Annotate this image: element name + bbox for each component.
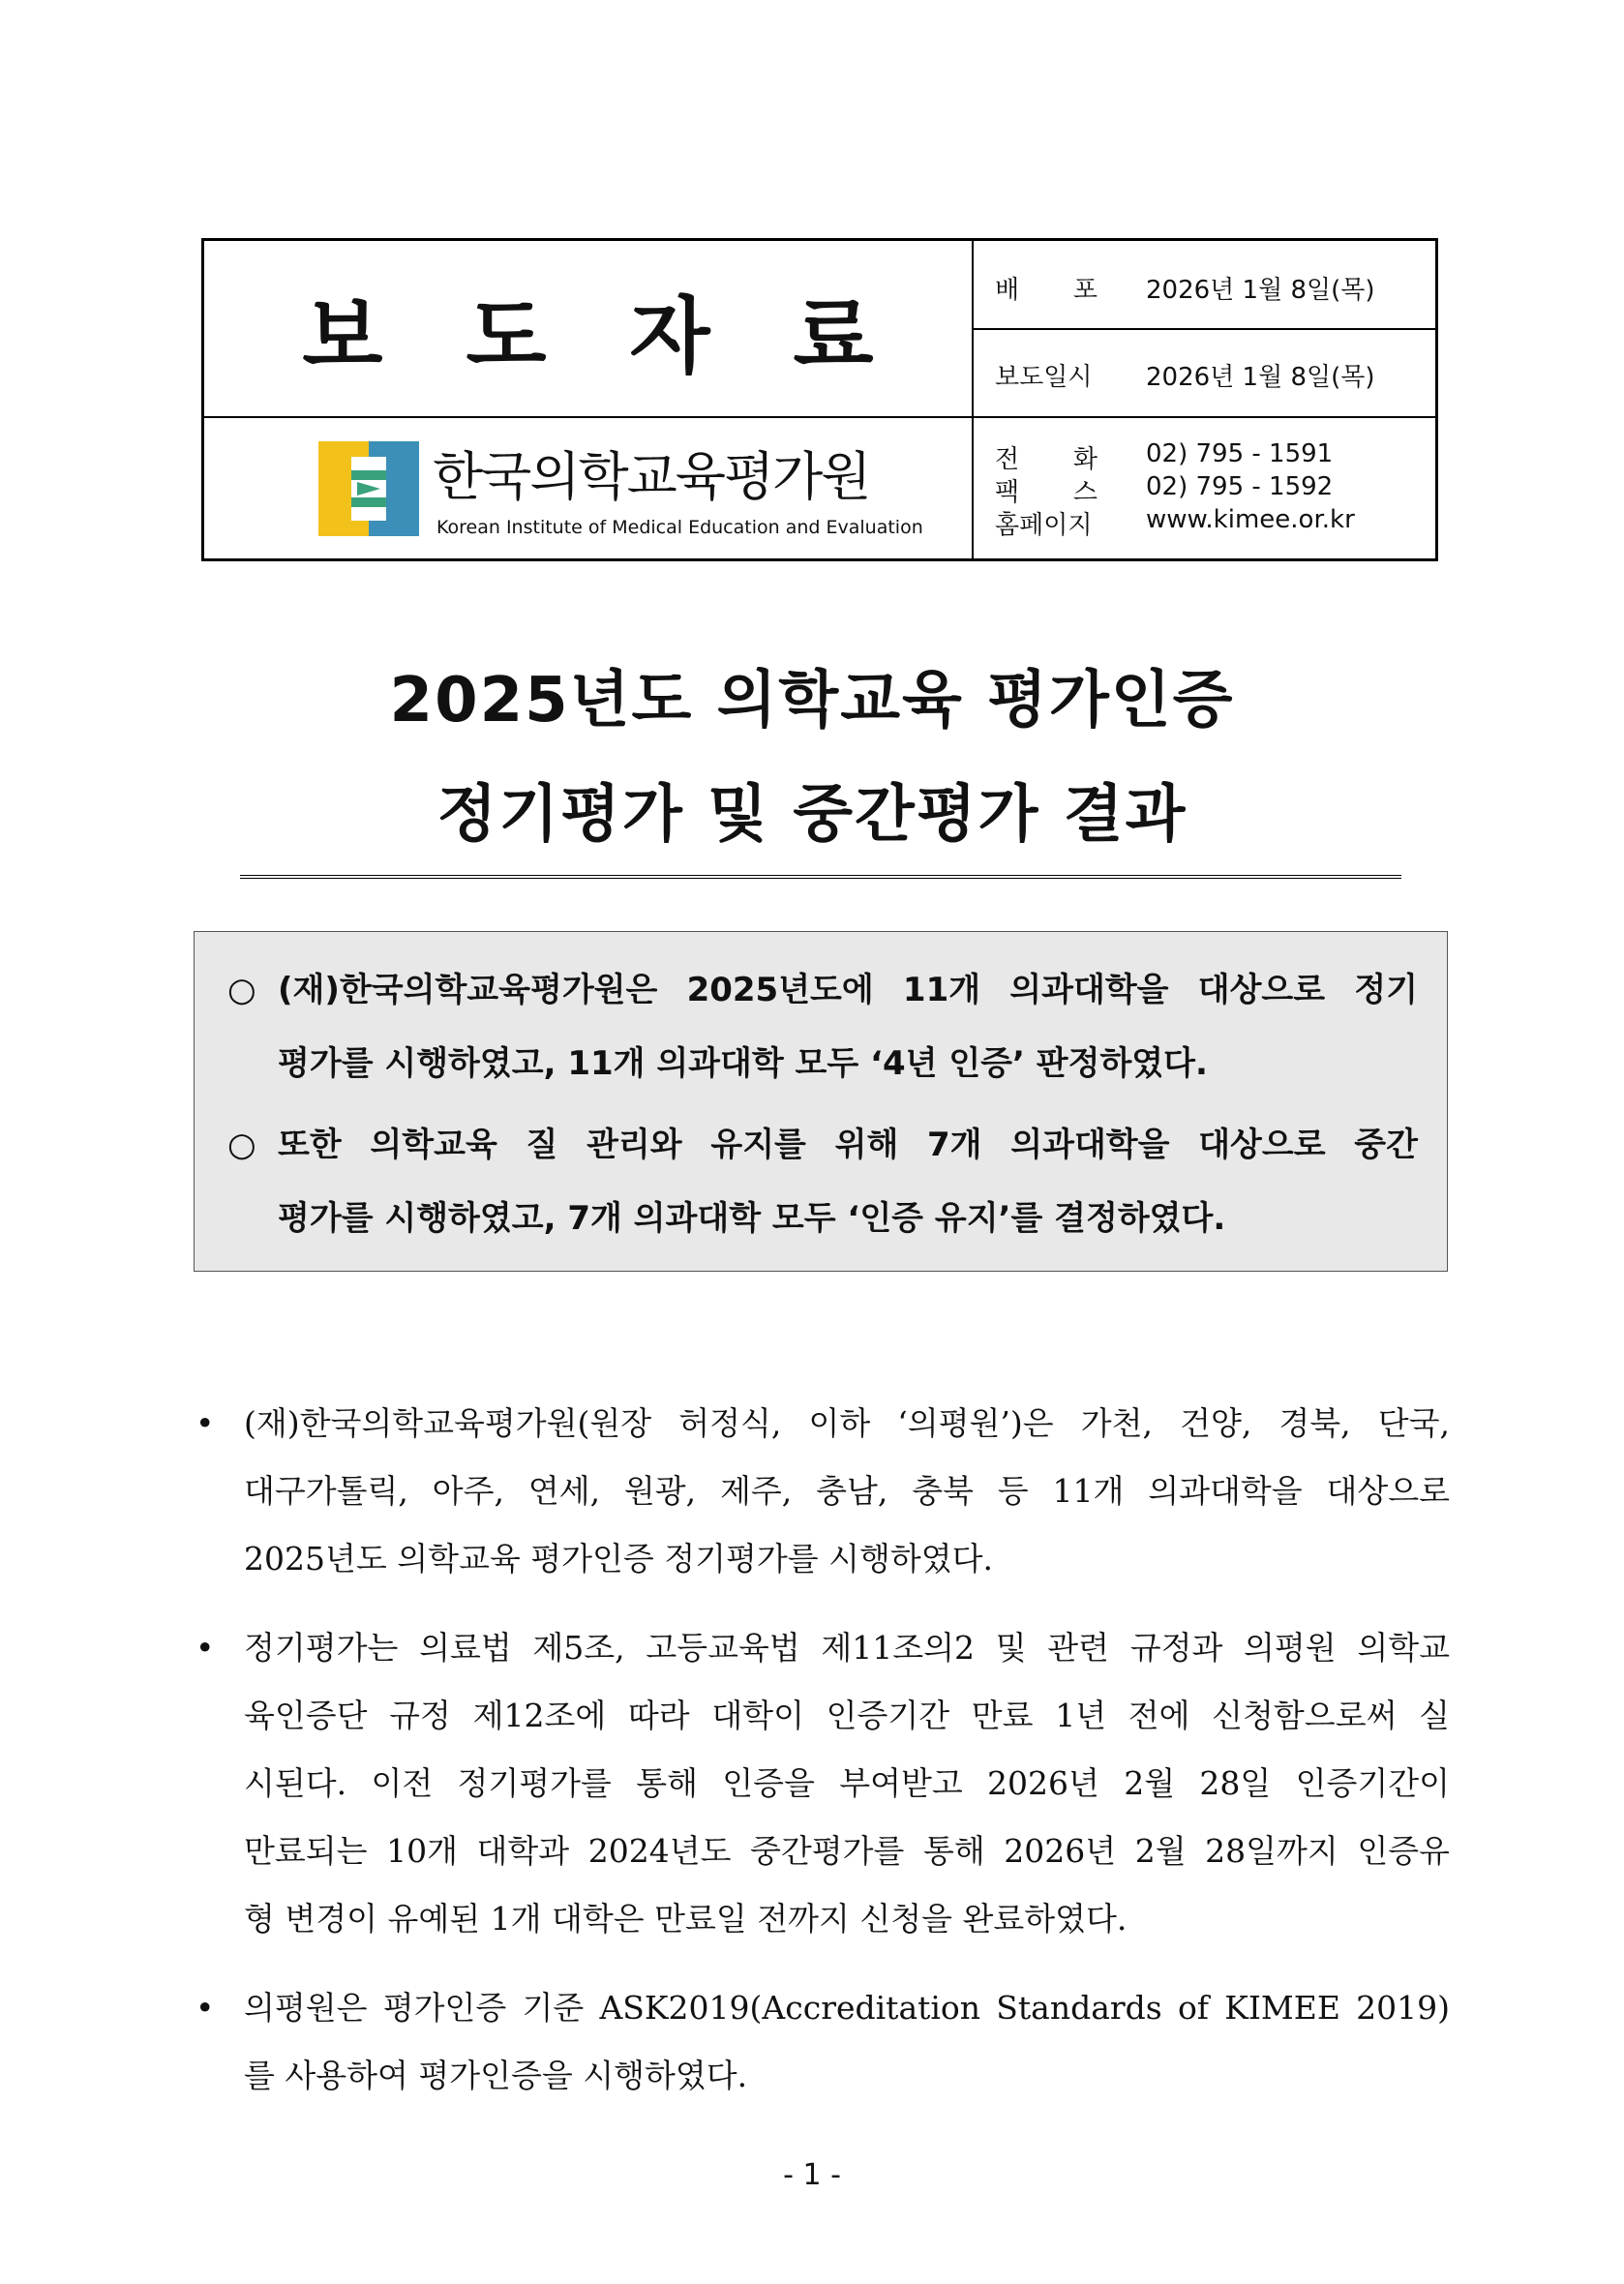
fax-label: 팩 스 <box>995 478 1098 507</box>
body-line: 만료되는 10개 대학과 2024년도 중간평가를 통해 2026년 2월 28일까지 인증유 <box>244 1832 1450 1870</box>
body-line: 를 사용하여 평가인증을 시행하였다. <box>244 2057 748 2094</box>
summary-line: (재)한국의학교육평가원은 2025년도에 11개 의과대학을 대상으로 정기 <box>278 971 1418 1009</box>
circle-bullet-icon: ○ <box>227 971 256 1009</box>
bullet-icon: • <box>195 1629 215 1667</box>
contact-row <box>974 418 1435 558</box>
summary-line: 또한 의학교육 질 관리와 유지를 위해 7개 의과대학을 대상으로 중간 <box>278 1126 1418 1164</box>
org-name-en: Korean Institute of Medical Education and Evaluation <box>436 517 923 538</box>
distribution-label: 배 포 <box>995 276 1098 305</box>
title-divider <box>240 875 1401 879</box>
report-date: 2026년 1월 8일(목) <box>1146 363 1375 392</box>
body-line: 대구가톨릭, 아주, 연세, 원광, 제주, 충남, 충북 등 11개 의과대학을 대상으로 <box>244 1472 1450 1510</box>
body-line: 정기평가는 의료법 제5조, 고등교육법 제11조의2 및 관련 규정과 의평원 의학교 <box>244 1629 1450 1667</box>
fax-value: 02) 795 - 1592 <box>1146 472 1334 501</box>
main-title-line-2: 정기평가 및 중간평가 결과 <box>436 779 1188 851</box>
body-line: 시된다. 이전 정기평가를 통해 인증을 부여받고 2026년 2월 28일 인증기간이 <box>244 1764 1450 1802</box>
body-line: 육인증단 규정 제12조에 따라 대학이 인증기간 만료 1년 전에 신청함으로써 실 <box>244 1697 1450 1734</box>
press-release-header <box>201 238 1438 561</box>
page-number: - 1 - <box>783 2158 841 2192</box>
distribution-date: 2026년 1월 8일(목) <box>1146 276 1375 305</box>
homepage-label: 홈페이지 <box>995 511 1093 540</box>
press-title: 보 도 자 료 <box>302 287 901 385</box>
body-line: (재)한국의학교육평가원(원장 허정식, 이하 ‘의평원’)은 가천, 건양, 경북, 단국, <box>244 1404 1450 1442</box>
summary-line: 평가를 시행하였고, 11개 의과대학 모두 ‘4년 인증’ 판정하였다. <box>278 1044 1208 1083</box>
distribution-row <box>974 241 1435 330</box>
kimee-logo-icon <box>318 441 419 536</box>
report-date-row <box>974 330 1435 418</box>
body-line: 2025년도 의학교육 평가인증 정기평가를 시행하였다. <box>244 1540 993 1578</box>
body-line: 의평원은 평가인증 기준 ASK2019(Accreditation Standards of KIMEE 2019) <box>244 1989 1450 2027</box>
bullet-icon: • <box>195 1989 215 2027</box>
circle-bullet-icon: ○ <box>227 1126 256 1164</box>
bullet-icon: • <box>195 1404 215 1442</box>
main-title-line-1: 2025년도 의학교육 평가인증 <box>389 665 1235 736</box>
summary-line: 평가를 시행하였고, 7개 의과대학 모두 ‘인증 유지’를 결정하였다. <box>278 1199 1226 1238</box>
homepage-link[interactable]: www.kimee.or.kr <box>1146 505 1355 534</box>
phone-label: 전 화 <box>995 445 1098 474</box>
report-date-label: 보도일시 <box>995 363 1093 392</box>
press-title-cell <box>204 241 974 418</box>
org-name-ko: 한국의학교육평가원 <box>433 446 870 507</box>
summary-box <box>194 931 1448 1272</box>
phone-value: 02) 795 - 1591 <box>1146 439 1334 468</box>
org-logo-cell <box>204 418 974 558</box>
body-line: 형 변경이 유예된 1개 대학은 만료일 전까지 신청을 완료하였다. <box>244 1900 1128 1938</box>
